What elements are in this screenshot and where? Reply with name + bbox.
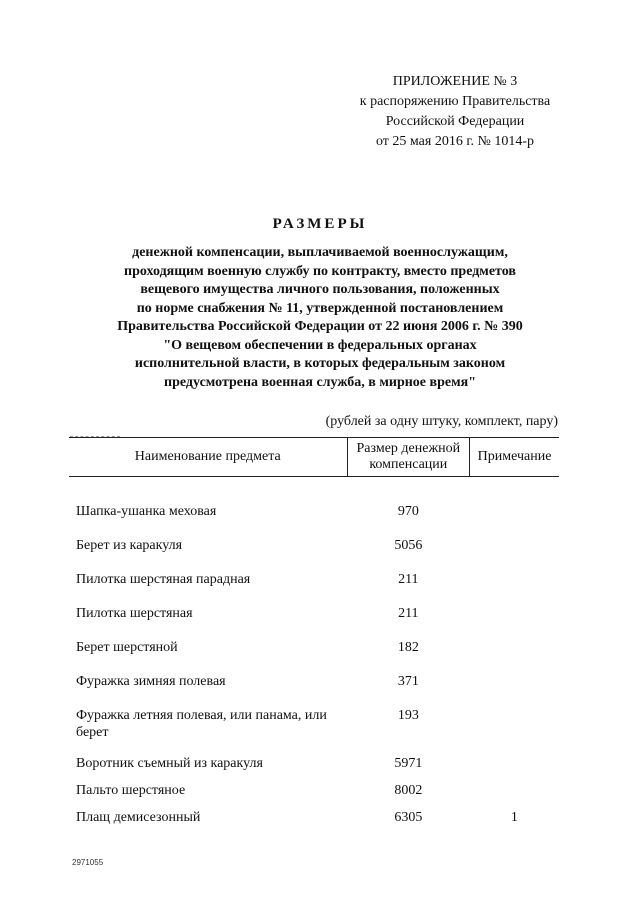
cell-size: 6305 [394,810,423,825]
table-row [69,750,559,777]
cell-note [470,563,559,597]
header-note: Примечание [470,438,559,477]
cell-size: 211 [398,606,419,621]
units-note: (рублей за одну штуку, комплект, пару) [325,414,558,429]
cell-name: Пилотка шерстяная [76,606,193,621]
cell-size: 371 [397,674,419,689]
cell-name: Пальто шерстяное [76,783,186,798]
document-subtitle [60,244,580,392]
document-title: РАЗМЕРЫ [272,216,368,232]
appendix-header [330,72,580,152]
appendix-number: ПРИЛОЖЕНИЕ № 3 [392,74,518,89]
cell-size: 182 [397,640,419,655]
subtitle-line: проходящим военную службу по контракту, вместо предметов [124,263,516,279]
cell-size: 211 [398,572,419,587]
compensation-table [69,437,559,831]
cell-note [470,529,559,563]
appendix-date: от 25 мая 2016 г. № 1014-р [375,134,535,149]
subtitle-line: по норме снабжения № 11, утвержденной постановлением [136,300,504,316]
table-row [69,699,559,750]
appendix-ref: к распоряжению Правительства [359,94,551,109]
appendix-org: Российской Федерации [385,114,525,129]
cell-note [470,495,559,529]
cell-note [470,665,559,699]
header-name: Наименование предмета [69,438,347,477]
subtitle-line: денежной компенсации, выплачиваемой военнослужащим, [132,245,508,260]
subtitle-line: "О вещевом обеспечении в федеральных органах [163,337,477,353]
cell-size: 970 [397,504,419,519]
table-row [69,665,559,699]
cell-name: Плащ демисезонный [76,810,201,825]
table-row [69,777,559,804]
table-row [69,597,559,631]
cell-size: 193 [397,708,419,723]
subtitle-line: вещевого имущества личного пользования, положенных [140,282,500,297]
table-header-row [69,438,559,477]
subtitle-line: Правительства Российской Федерации от 22 июня 2006 г. № 390 [117,319,523,334]
table-row [69,495,559,529]
cell-name: Пилотка шерстяная парадная [76,572,251,587]
cell-name: Фуражка зимняя полевая [76,674,226,689]
cell-name: Воротник съемный из каракуля [76,756,263,771]
cell-note: 1 [510,810,518,825]
subtitle-line: предусмотрена военная служба, в мирное время" [164,374,476,390]
cell-name: Фуражка летняя полевая, или панама, или берет [76,708,327,740]
subtitle-line: исполнительной власти, в которых федеральным законом [134,356,506,371]
cell-note [470,597,559,631]
document-code: 2971055 [72,858,104,867]
cell-note [470,631,559,665]
table-row [69,563,559,597]
cell-name: Берет из каракуля [76,538,183,553]
cell-size: 8002 [394,783,423,798]
cell-note [470,777,559,804]
cell-note [470,750,559,777]
cell-size: 5971 [394,756,423,771]
header-size: Размер денежной компенсации [347,438,470,477]
table-spacer [69,477,559,496]
table-row [69,529,559,563]
cell-size: 5056 [394,538,423,553]
cell-name: Шапка-ушанка меховая [76,504,217,519]
table-row [69,631,559,665]
table-row [69,804,559,831]
cell-name: Берет шерстяной [76,640,178,655]
cell-note [470,699,559,750]
